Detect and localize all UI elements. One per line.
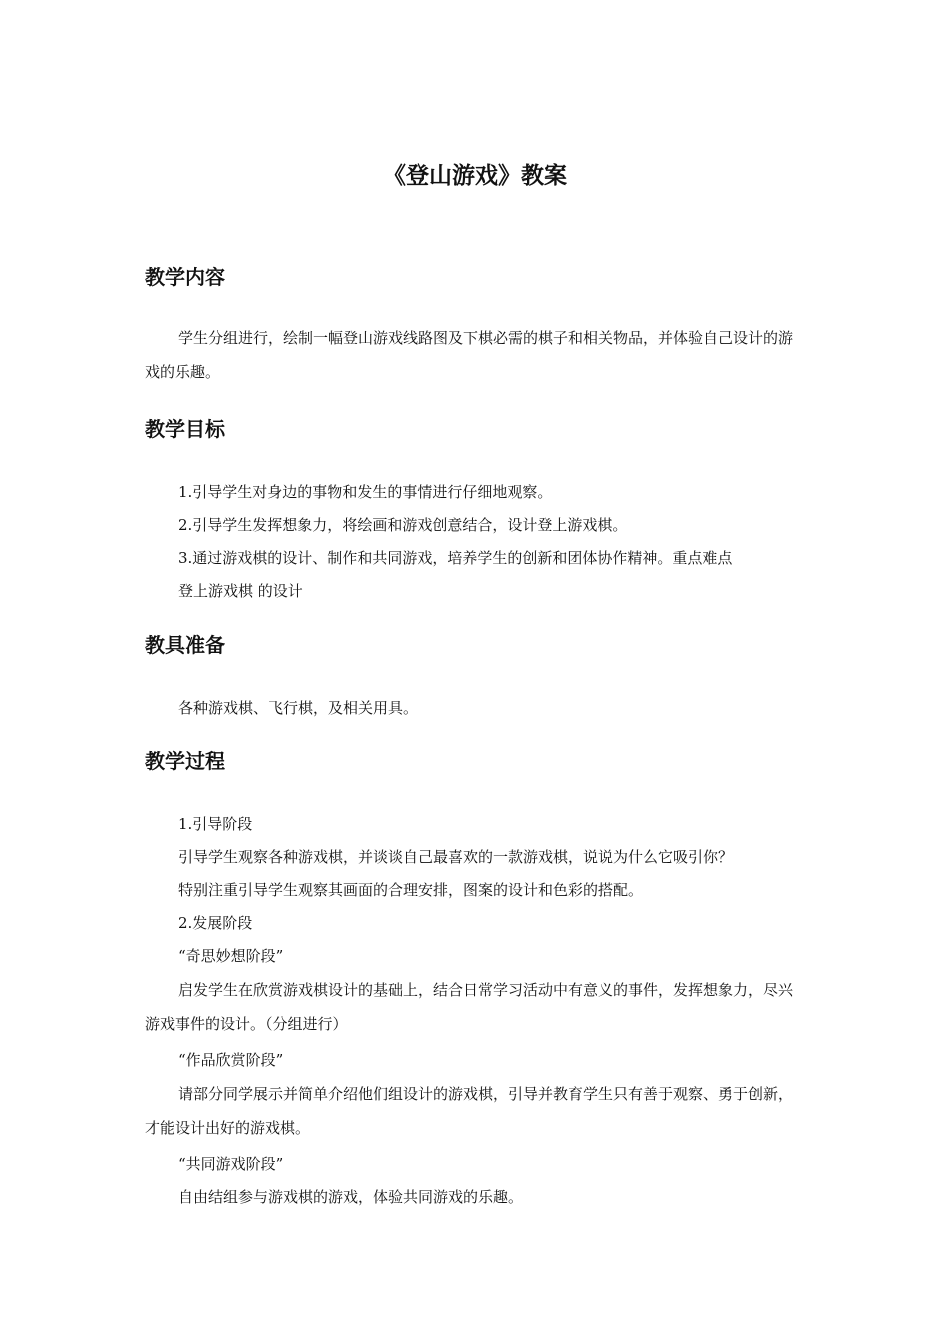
section-heading-materials: 教具准备 — [145, 633, 225, 657]
stage1-line2: 特别注重引导学生观察其画面的合理安排，图案的设计和色彩的搭配。 — [178, 881, 644, 899]
content-paragraph: 学生分组进行，绘制一幅登山游戏线路图及下棋必需的棋子和相关物品，并体验自己设计的游戏的乐趣。 — [145, 329, 794, 381]
phase-a-title: “奇思妙想阶段” — [178, 947, 284, 965]
phase-b-title: “作品欣赏阶段” — [178, 1051, 284, 1069]
goal-item-1: 1.引导学生对身边的事物和发生的事情进行仔细地观察。 — [178, 483, 553, 501]
section-heading-content: 教学内容 — [145, 265, 225, 289]
page-title: 《登山游戏》教案 — [383, 163, 567, 189]
materials-paragraph: 各种游戏棋、飞行棋，及相关用具。 — [178, 699, 419, 717]
stage2-title: 2.发展阶段 — [178, 914, 253, 932]
goal-item-4: 登上游戏棋 的设计 — [178, 582, 303, 600]
stage1-title: 1.引导阶段 — [178, 815, 253, 833]
phase-b-text: 请部分同学展示并简单介绍他们组设计的游戏棋，引导并教育学生只有善于观察、勇于创新，才能设计出好的游戏棋。 — [145, 1085, 794, 1137]
goal-item-2: 2.引导学生发挥想象力，将绘画和游戏创意结合，设计登上游戏棋。 — [178, 516, 628, 534]
phase-c-text: 自由结组参与游戏棋的游戏，体验共同游戏的乐趣。 — [178, 1188, 524, 1206]
section-heading-goals: 教学目标 — [145, 417, 225, 441]
phase-a-text: 启发学生在欣赏游戏棋设计的基础上，结合日常学习活动中有意义的事件，发挥想象力，尽兴游戏事件的设计。（分组进行） — [145, 981, 794, 1033]
goal-item-3: 3.通过游戏棋的设计、制作和共同游戏，培养学生的创新和团体协作精神。重点难点 — [178, 549, 733, 567]
section-heading-process: 教学过程 — [145, 749, 225, 773]
phase-c-title: “共同游戏阶段” — [178, 1155, 284, 1173]
stage1-line1: 引导学生观察各种游戏棋，并谈谈自己最喜欢的一款游戏棋，说说为什么它吸引你？ — [178, 848, 734, 866]
